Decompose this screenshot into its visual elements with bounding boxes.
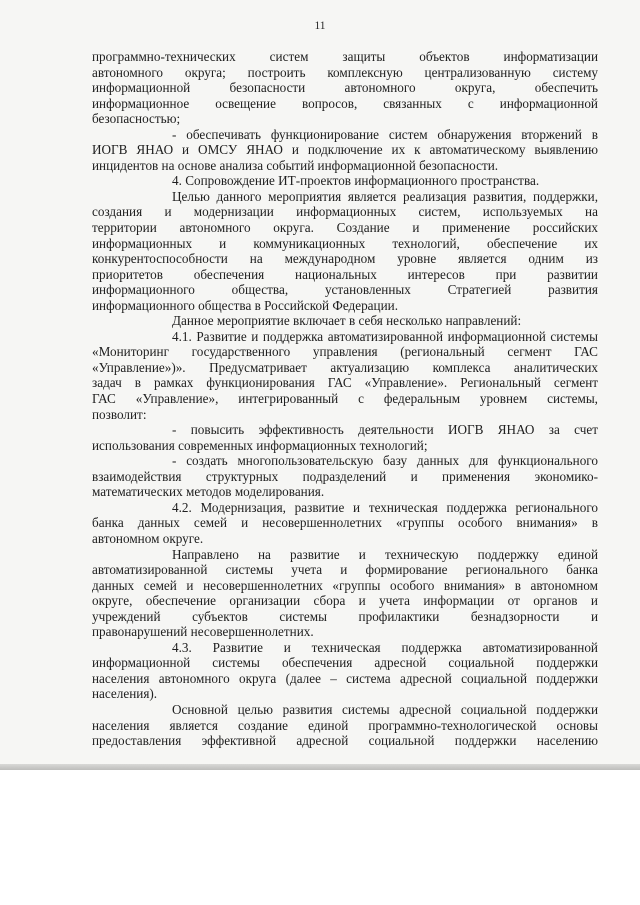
text-line: информационного общества в Российской Федерации. (92, 297, 398, 313)
text-line: математических методов моделирования. (92, 484, 325, 500)
text-line: информационное освещение вопросов, связанных с информационной (92, 95, 598, 111)
text-line: «Мониторинг государственного управления (региональный сегмент ГАС (92, 344, 598, 360)
text-line: автоматизированной системы учета и формирование регионального банка (92, 562, 598, 578)
text-line: взаимодействия структурных подразделений и применения экономико- (92, 468, 598, 484)
text-line: безопасностью; (92, 111, 181, 127)
text-line: использования современных информационных технологий; (92, 437, 428, 453)
text-line: 4.1. Развитие и поддержка автоматизированной информационной системы (172, 328, 598, 344)
text-line: информационного общества, установленных Стратегией развития (92, 282, 598, 298)
text-line: информационных и коммуникационных технологий, обеспечение их (92, 235, 598, 251)
text-line: Основной целью развития системы адресной социальной поддержки (172, 701, 599, 717)
text-line: позволит: (92, 406, 147, 422)
text-line: населения). (92, 686, 158, 702)
text-line: правонарушений несовершеннолетних. (92, 624, 314, 640)
text-line: - обеспечивать функционирование систем обнаружения вторжений в (172, 126, 598, 142)
blank-area-below-page (0, 770, 640, 905)
text-line: Целью данного мероприятия является реализация развития, поддержки, (172, 188, 598, 204)
text-line: 4.3. Развитие и техническая поддержка автоматизированной (172, 639, 598, 655)
page-number: 11 (314, 20, 326, 32)
text-line: территории автономного округа. Создание и применение российских (92, 220, 598, 236)
text-line: программно-технических систем защиты объектов информатизации (92, 49, 598, 64)
text-line: Данное мероприятие включает в себя несколько направлений: (172, 313, 522, 329)
text-line: создания и модернизации информационных систем, используемых на (92, 204, 598, 220)
text-line: учреждений субъектов системы профилактики безнадзорности и (92, 608, 599, 624)
text-line: автономном округе. (92, 530, 204, 546)
text-line: информационной безопасности автономного округа, обеспечить (92, 80, 598, 96)
text-line: предоставления эффективной адресной социальной поддержки населению (92, 733, 599, 749)
text-line: данных семей и несовершеннолетних «группы особого внимания» в автономном (92, 577, 598, 593)
text-line: конкурентоспособности на международном уровне является одним из (92, 251, 598, 267)
text-line: информационной системы обеспечения адресной социальной поддержки (92, 655, 599, 671)
text-line: приоритетов обеспечения национальных интересов при развитии (92, 266, 598, 282)
text-line: ГАС «Управление», интегрированный с федеральным уровнем системы, (92, 391, 598, 407)
text-line: автономного округа; построить комплексную централизованную систему (92, 64, 599, 80)
text-line: банка данных семей и несовершеннолетних «группы особого внимания» в (92, 515, 598, 531)
text-line: - повысить эффективность деятельности ИОГВ ЯНАО за счет (172, 422, 599, 438)
text-line: задач в рамках функционирования ГАС «Управление». Региональный сегмент (92, 375, 599, 391)
text-line: инцидентов на основе анализа событий информационной безопасности. (92, 157, 499, 173)
text-line: - создать многопользовательскую базу данных для функционального (172, 453, 598, 469)
text-line: Направлено на развитие и техническую поддержку единой (172, 546, 599, 562)
text-line: населения является создание единой программно-технологической основы (92, 717, 598, 733)
document-body-text (92, 49, 598, 749)
text-line: 4.2. Модернизация, развитие и техническая поддержка регионального (172, 499, 599, 515)
text-line: «Управление»)». Предусматривает актуализацию комплекса аналитических (92, 359, 598, 375)
text-line: 4. Сопровождение ИТ-проектов информационного пространства. (172, 173, 540, 189)
text-line: округе, обеспечение организации сбора и учета информации от органов и (92, 593, 598, 609)
text-line: населения автономного округа (далее – система адресной социальной поддержки (92, 670, 599, 686)
text-line: ИОГВ ЯНАО и ОМСУ ЯНАО и подключение их к автоматическому выявлению (92, 142, 598, 158)
